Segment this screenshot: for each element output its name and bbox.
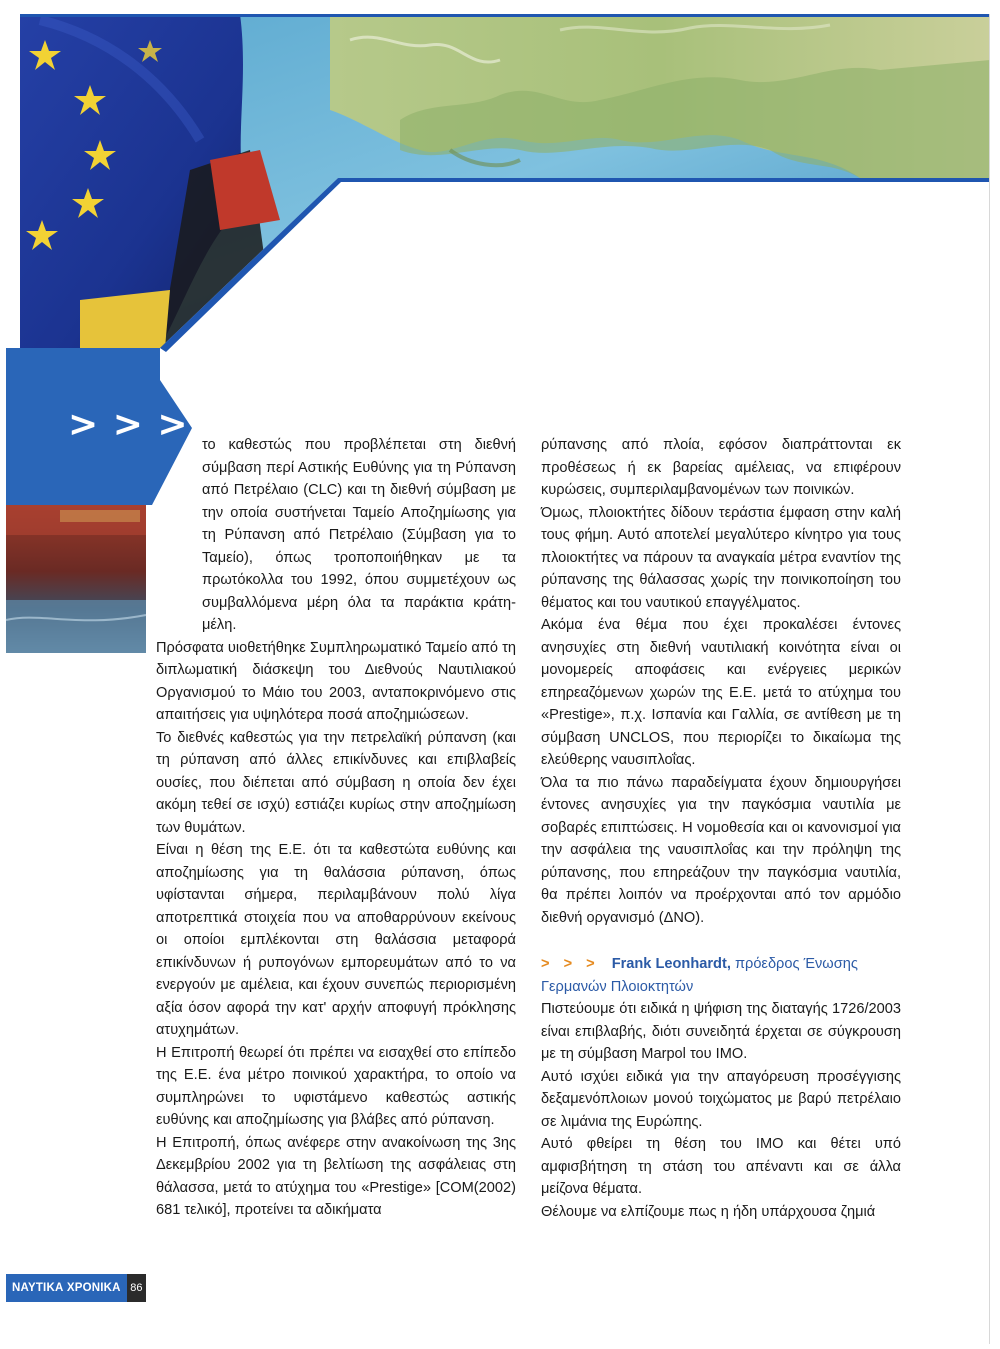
paragraph: ρύπανσης από πλοία, εφόσον διαπράττονται εκ προθέσεως ή εκ βαρείας αμέλειας, να επιφέρουν κυρώσεις, συμπεριλαμβανομένων των ποινικών.: [541, 437, 901, 498]
paragraph: το καθεστώς που προβλέπεται στη διεθνή σύμβαση περί Αστικής Ευθύνης για τη Ρύπανση από Πετρέλαιο (CLC) και τη διεθνή σύμβαση με την οποία συστήνεται Ταμείο Αποζημίωσης για τη Ρύπανση από Πετρέλαιο (Σύμβαση για το Ταμείο), όπως τροποποιήθηκαν με τα πρωτόκολλα του 1992, όπου συμμετέχουν ως συμβαλλόμενα μέρη όλα τα παράκτια κράτη-μέλη.: [202, 437, 516, 633]
paragraph: Όμως, πλοιοκτήτες δίδουν τεράστια έμφαση στην καλή τους φήμη. Αυτό αποτελεί μεγαλύτερο κίνητρο για τους πλοιοκτήτες να πάρουν τα αναγκαία μέτρα εναντίον της ρύπανσης της θάλασσας χωρίς την ποινικοποίηση του θέματος και του ναυτικού επαγγέλματος.: [541, 504, 901, 611]
paragraph: Θέλουμε να ελπίζουμε πως η ήδη υπάρχουσα ζημιά: [541, 1203, 876, 1220]
speaker-chevrons: > > >: [541, 956, 600, 972]
speaker-name: Frank Leonhardt,: [611, 956, 731, 972]
speaker-heading: [541, 953, 901, 998]
paragraph: Πιστεύουμε ότι ειδικά η ψήφιση της διαταγής 1726/2003 είναι επιβλαβής, διότι συνειδητά έρχεται σε σύγκρουση με τη σύμβαση Marpol του IMO.: [541, 1001, 901, 1062]
paragraph: Αυτό ισχύει ειδικά για την απαγόρευση προσέγγισης δεξαμενόπλοιων μονού τοιχώματος με βαρύ πετρέλαιο σε λιμάνια της Ευρώπης.: [541, 1068, 901, 1130]
paragraph: Όλα τα πιο πάνω παραδείγματα έχουν δημιουργήσει έντονες ανησυχίες για την παγκόσμια ναυτιλία με σοβαρές επιπτώσεις. Η νομοθεσία και οι κανονισμοί για την ασφάλεια της ναυσιπλοΐας και την πρόληψη της ρύπανσης, που επηρεάζουν την παγκόσμια ναυτιλία, θα πρέπει λοιπόν να προέρχονται από τον αρμόδιο διεθνή οργανισμό (ΔΝΟ).: [541, 774, 901, 926]
page-number: 86: [127, 1274, 146, 1302]
page-edge-line: [989, 14, 990, 1344]
page-footer: [6, 1274, 146, 1302]
ship-photo: [6, 505, 146, 653]
article-left-column: [156, 434, 516, 1222]
paragraph: Η Επιτροπή, όπως ανέφερε στην ανακοίνωση της 3ης Δεκεμβρίου 2002 για τη βελτίωση της ασφάλειας στη θάλασσα, μετά το ατύχημα του «Prestige» [COM(2002) 681 τελικό], προτείνει τα αδικήματα: [156, 1134, 516, 1218]
paragraph: Η Επιτροπή θεωρεί ότι πρέπει να εισαχθεί στο επίπεδο της Ε.Ε. ένα μέτρο ποινικού χαρακτήρα, το οποίο να συμπληρώνει το υφιστάμενο καθεστώς αστικής ευθύνης και αποζημίωσης για βλάβες από ρύπανση.: [156, 1044, 516, 1128]
paragraph: Το διεθνές καθεστώς για την πετρελαϊκή ρύπανση (και τη ρύπανση από άλλες επικίνδυνες και επιβλαβείς ουσίες, που διέπεται από σύμβαση η οποία δεν έχει ακόμη τεθεί σε ισχύ) εστιάζει κυρίως στην αποζημίωση των θυμάτων.: [156, 729, 516, 836]
article-right-column: [541, 434, 901, 1223]
speaker-role: πρόεδρος Ένωσης Γερμανών Πλοιοκτητών: [541, 956, 858, 995]
paragraph: Πρόσφατα υιοθετήθηκε Συμπληρωματικό Ταμείο από τη διπλωματική διάσκεψη του Διεθνούς Ναυτιλιακού Οργανισμού το Μάιο του 2003, ανταποκρινόμενο στις απαιτήσεις για υψηλότερα ποσά αποζημιώσεων.: [156, 639, 516, 723]
chevron-glyphs: > > >: [68, 404, 189, 445]
magazine-name: ΝΑΥΤΙΚΑ ΧΡΟΝΙΚΑ: [6, 1274, 127, 1302]
paragraph: Αυτό φθείρει τη θέση του IMO και θέτει υπό αμφισβήτηση τη στάση του απέναντι και σε άλλα μείζονα θέματα.: [541, 1136, 901, 1197]
paragraph: Είναι η θέση της Ε.Ε. ότι τα καθεστώτα ευθύνης και αποζημίωσης για τη θαλάσσια ρύπανση, όπως υφίστανται σήμερα, περιλαμβάνουν πολύ λίγα αποτρεπτικά στοιχεία που να αποθαρρύνουν εκείνους οι οποίοι εμπλέκονται στη θαλάσσια μεταφορά επικίνδυνων ή ρυπογόνων εμπορευμάτων από το να ενεργούν με αμέλεια, και έχουν συνεπώς περιορισμένη αξία όσον αφορά την κατ' αρχήν αποφυγή πρόκλησης ατυχημάτων.: [156, 842, 516, 1038]
paragraph: Ακόμα ένα θέμα που έχει προκαλέσει έντονες ανησυχίες στη διεθνή ναυτιλιακή κοινότητα είναι οι μονομερείς αποφάσεις και ενέργειες μερικών επηρεαζόμενων χωρών της Ε.Ε. μετά το ατύχημα του «Prestige», π.χ. Ισπανία και Γαλλία, σε αντίθεση με τη σύμβαση UNCLOS, που περιορίζει το δικαίωμα της ελεύθερης ναυσιπλοΐας.: [541, 617, 901, 768]
